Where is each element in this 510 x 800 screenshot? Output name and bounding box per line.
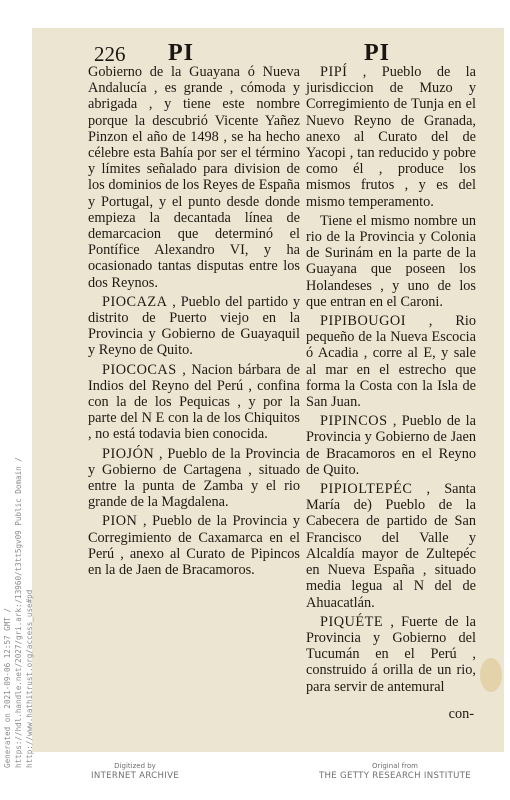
entry-paragraph: PIPINCOS , Pueblo de la Provincia y Gobierno de Jaen de Bracamoros en el Reyno de Quito. xyxy=(306,413,476,478)
entry-headword: PIOCAZA xyxy=(102,293,168,310)
page-number: 226 xyxy=(94,42,126,66)
entry-paragraph: PIOCAZA , Pueblo del partido y distrito de Puerto viejo en la Provincia y Gobierno de Guayaquil y Reyno de Quito. xyxy=(88,293,300,359)
generation-note: Generated on 2021-09-06 12:57 GMT / https://hdl.handle.net/2027/gri.ark:/13960/t3tt5gv09 Public Domain / http://www.hathitrust.org/access_use#pd xyxy=(3,457,34,768)
entry-headword: PIOJÓN xyxy=(102,445,155,462)
entry-paragraph: PIPIOLTEPÉC , Santa María de) Pueblo de la Cabecera de partido de San Francisco del Valle y Alcaldía mayor de Zultepéc en Nueva España , situado media legua al N del de Ahuacatlán. xyxy=(306,481,476,611)
paper-stain xyxy=(480,658,502,692)
right-column xyxy=(306,64,476,698)
entry-headword: PIPINCOS xyxy=(320,413,388,430)
entry-headword: PION xyxy=(102,513,138,530)
entry-paragraph: PION , Pueblo de la Provincia y Corregimiento de Caxamarca en el Perú , anexo al Curato de Pipincos en la de Jaen de Bracamoros. xyxy=(88,513,300,579)
entry-paragraph: Tiene el mismo nombre un rio de la Provincia y Colonia de Surinám en la parte de la Guayana que poseen los Holandeses , y uno de los que entran en el Caroni. xyxy=(306,212,476,310)
running-head-left: PI xyxy=(168,40,194,66)
entry-paragraph: Gobierno de la Guayana ó Nueva Andalucía , es grande , cómoda y abrigada , y tiene este nombre porque la descubrió Vicente Yañez Pinzon el año de 1498 , se ha hecho célebre esta Bahía por ser el término y límites señalado para division de los dominios de los Reyes de España y Portugal, y el punto desde donde empieza la decantada línea de demarcacion que determinó el Pontífice Alexandro VI, y ha ocasionado tantas disputas entre los dos Reynos. xyxy=(88,64,300,291)
book-page xyxy=(32,28,504,752)
entry-paragraph: PIPIBOUGOI , Rio pequeño de la Nueva Escocia ó Acadia , corre al E, y sale al mar en el estrecho que forma la Costa con la Isla de San Juan. xyxy=(306,313,476,411)
running-head-right: PI xyxy=(364,40,390,66)
entry-paragraph: PIPÍ , Pueblo de la jurisdiccion de Muzo y Corregimiento de Tunja en el Nuevo Reyno de Granada, anexo al Curato del de Yacopi , tan reducido y pobre como él , produce los mismos frutos , y es del mismo temperamento. xyxy=(306,64,476,210)
entry-headword: PIPIBOUGOI xyxy=(320,313,407,330)
left-column xyxy=(88,64,300,581)
entry-headword: PIPIOLTEPÉC xyxy=(320,481,413,498)
catchword: con- xyxy=(448,706,474,722)
digitizer-credit: Digitized by INTERNET ARCHIVE xyxy=(91,762,179,781)
entry-headword: PIOCOCAS xyxy=(102,361,177,378)
entry-paragraph: PIOCOCAS , Nacion bárbara de Indios del Reyno del Perú , confina con la de los Pequicas , y por la parte del N E con la de los Chiquitos , no está todavia bien conocida. xyxy=(88,361,300,443)
entry-paragraph: PIOJÓN , Pueblo de la Provincia y Gobierno de Cartagena , situado entre la punta de Zamba y el rio grande de la Magdalena. xyxy=(88,445,300,511)
digitization-footer xyxy=(0,762,510,798)
entry-headword: PIPÍ xyxy=(320,64,348,80)
entry-paragraph: PIQUÉTE , Fuerte de la Provincia y Gobierno del Tucumán en el Perú , construido á orilla de un rio, para servir de antemural xyxy=(306,613,476,695)
entry-headword: PIQUÉTE xyxy=(320,613,384,630)
source-credit: Original from THE GETTY RESEARCH INSTITUTE xyxy=(318,762,471,781)
